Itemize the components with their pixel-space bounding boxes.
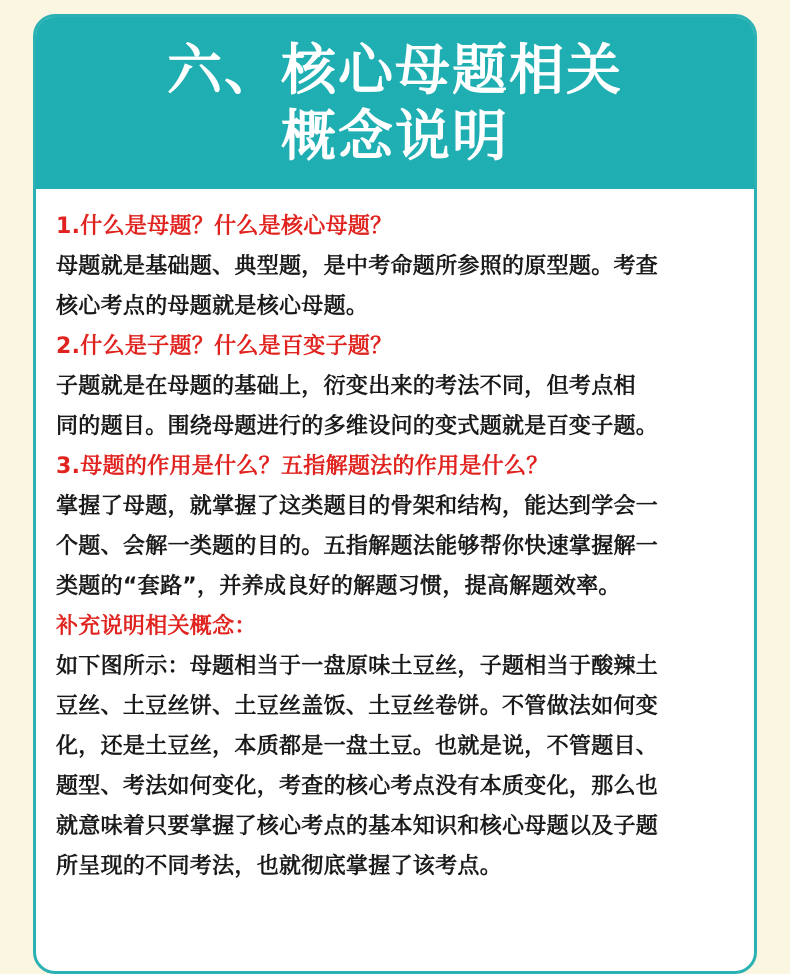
answer-line: 如下图所示：母题相当于一盘原味土豆丝，子题相当于酸辣土 [56,654,659,679]
content-card [33,14,757,974]
answer-line: 个题、会解一类题的目的。五指解题法能够帮你快速掌握解一 [56,534,659,559]
answer-line: 题型、考法如何变化，考查的核心考点没有本质变化，那么也 [56,774,659,799]
answer-line: 掌握了母题，就掌握了这类题目的骨架和结构，能达到学会一 [56,494,659,519]
answer-line: 化，还是土豆丝，本质都是一盘土豆。也就是说，不管题目、 [56,734,659,759]
supplement-heading: 补充说明相关概念： [56,614,257,639]
answer-line: 类题的“套路”，并养成良好的解题习惯，提高解题效率。 [56,574,621,599]
question-heading: 3.母题的作用是什么？五指解题法的作用是什么？ [56,454,549,479]
title-banner [36,17,754,189]
answer-line: 豆丝、土豆丝饼、土豆丝盖饭、土豆丝卷饼。不管做法如何变 [56,694,659,719]
answer-line: 同的题目。围绕母题进行的多维设问的变式题就是百变子题。 [56,414,659,439]
answer-line: 就意味着只要掌握了核心考点的基本知识和核心母题以及子题 [56,814,659,839]
answer-line: 所呈现的不同考法，也就彻底掌握了该考点。 [56,854,503,879]
question-heading: 2.什么是子题？什么是百变子题？ [56,334,393,359]
text-body [56,207,744,887]
answer-line: 母题就是基础题、典型题，是中考命题所参照的原型题。考查 [56,254,659,279]
question-heading: 1.什么是母题？什么是核心母题？ [56,214,393,239]
title-line-1: 六、核心母题相关 [166,38,623,102]
answer-line: 子题就是在母题的基础上，衍变出来的考法不同，但考点相 [56,374,636,399]
answer-line: 核心考点的母题就是核心母题。 [56,294,369,319]
title-line-2: 概念说明 [280,104,509,168]
